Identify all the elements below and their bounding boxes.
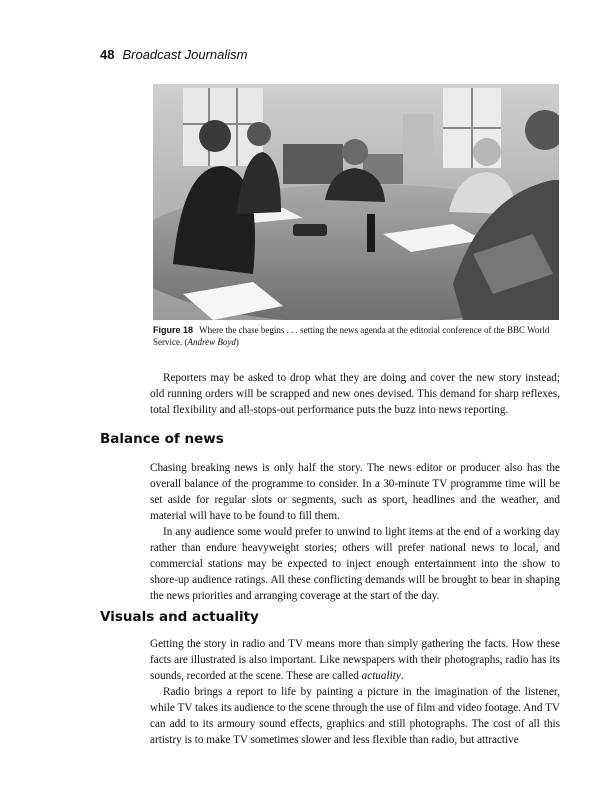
page-number: 48 [100,47,115,62]
figure-photo [153,84,559,320]
running-header [100,47,247,62]
running-title: Broadcast Journalism [122,47,248,62]
photo-illustration [153,84,559,320]
paragraph: Chasing breaking news is only half the story. The news editor or producer also has the overall balance of the programme to consider. In a 30-minute TV programme time will be set aside for regular slots or segments, such as sport, headlines and the weather, and material will have to be found to fill them. [150,462,560,522]
figure-credit: Andrew Boyd [187,337,236,347]
intro-paragraph: Reporters may be asked to drop what they are doing and cover the new story instead; old running orders will be scrapped and new ones devised. This demand for sharp reflexes, total flexibility and all-stops-out performance puts the buzz into news reporting. [150,372,560,416]
section-heading-visuals: Visuals and actuality [100,609,259,625]
section-balance-body [150,460,560,604]
paragraph: In any audience some would prefer to unwind to light items at the end of a working day rather than endure heavyweight stories; others will prefer national news to local, and commercial stations may be expected to inject enough entertainment into the show to shore-up audience ratings. All these conflicting demands will be brought to bear in shaping the news priorities and arranging coverage at the start of the day. [150,526,560,602]
paragraph-text: Getting the story in radio and TV means more than simply gathering the facts. How these facts are illustrated is also important. Like newspapers with their photographs, radio has its sounds, recorded at the scene. These are called [150,638,560,682]
paragraph [150,636,560,684]
section-visuals-body [150,636,560,748]
section-heading-balance: Balance of news [100,431,224,447]
intro-text [150,370,560,418]
term-actuality: actuality [361,670,401,682]
paragraph: Radio brings a report to life by painting a picture in the imagination of the listener, while TV takes its audience to the scene through the use of film and video footage. And TV can add to its armoury sound effects, graphics and still photographs. The cost of all this artistry is to make TV sometimes slower and less flexible than radio, but attractive [150,686,560,746]
figure-label: Figure 18 [153,325,194,335]
figure-caption-text: Where the chase begins . . . setting the news agenda at the editorial conference of the BBC World Service. ( [153,325,550,347]
figure-caption-end: ) [235,337,239,347]
paragraph-end: . [400,670,404,682]
figure-caption [153,324,559,348]
